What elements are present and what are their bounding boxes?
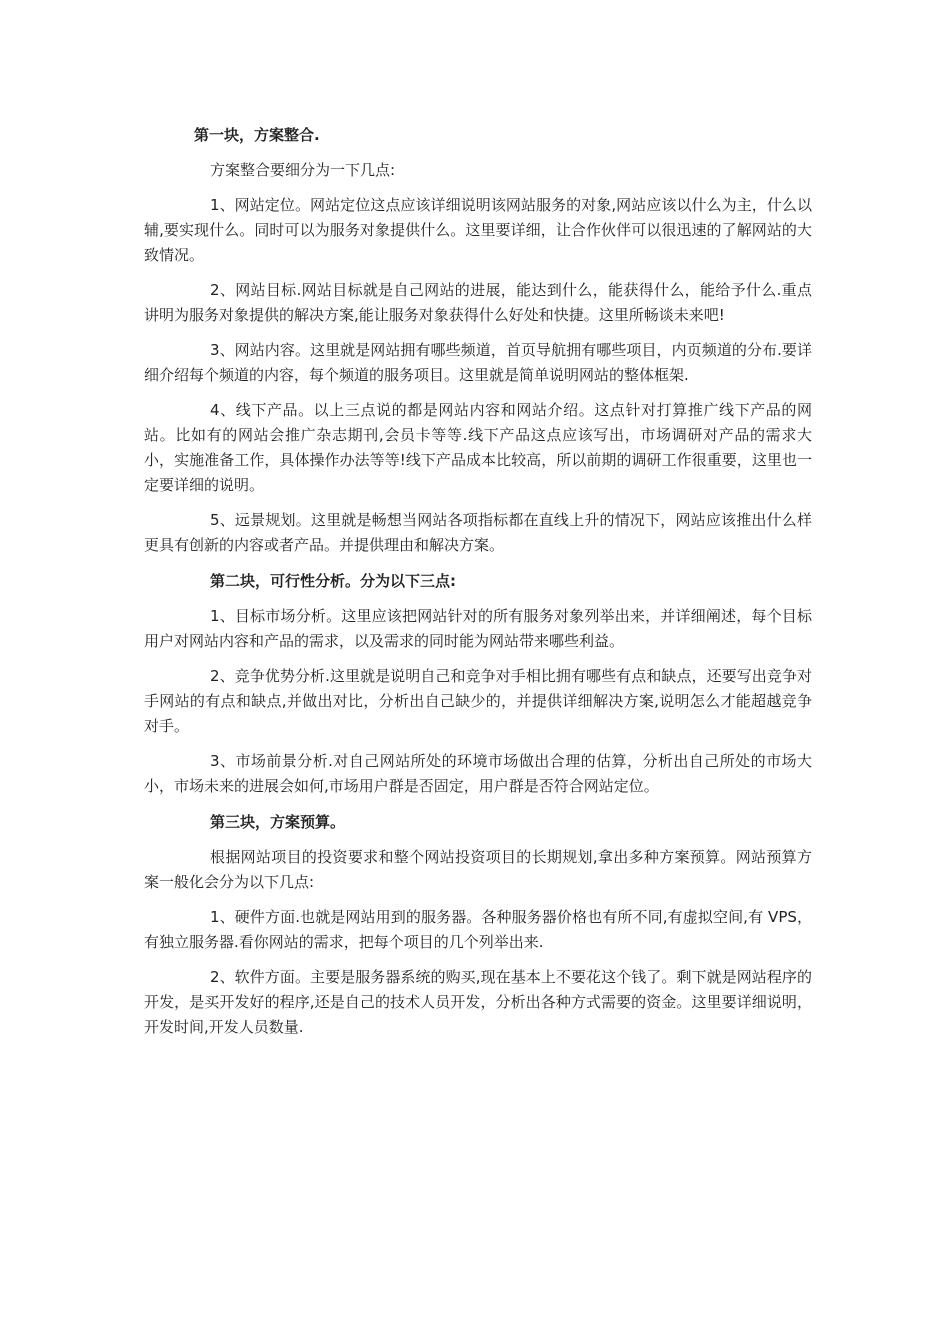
paragraph: 2、软件方面。主要是服务器系统的购买,现在基本上不要花这个钱了。剩下就是网站程序的开发，是买开发好的程序,还是自己的技术人员开发，分析出各种方式需要的资金。这里要详细说明，开发时间,开发人员数量. [144,968,812,1036]
paragraph: 1、目标市场分析。这里应该把网站针对的所有服务对象列举出来，并详细阐述，每个目标用户对网站内容和产品的需求，以及需求的同时能为网站带来哪些利益。 [144,607,812,650]
paragraph: 2、网站目标.网站目标就是自己网站的进展，能达到什么，能获得什么，能给予什么.重点讲明为服务对象提供的解决方案,能让服务对象获得什么好处和快捷。这里所畅谈未来吧! [144,281,812,324]
section-heading-3: 第三块，方案预算。 [210,813,346,831]
section-heading-1: 第一块，方案整合. [194,126,320,144]
paragraph: 1、硬件方面.也就是网站用到的服务器。各种服务器价格也有所不同,有虚拟空间,有 VPS，有独立服务器.看你网站的需求，把每个项目的几个列举出来. [144,908,812,951]
paragraph: 方案整合要细分为一下几点: [210,161,396,179]
document-page [144,122,812,1050]
paragraph: 2、竞争优势分析.这里就是说明自己和竞争对手相比拥有哪些有点和缺点，还要写出竞争对手网站的有点和缺点,并做出对比，分析出自己缺少的，并提供详细解决方案,说明怎么才能超越竞争对手。 [144,667,812,735]
section-heading-2: 第二块，可行性分析。分为以下三点: [210,572,457,590]
paragraph: 3、网站内容。这里就是网站拥有哪些频道，首页导航拥有哪些项目，内页频道的分布.要详细介绍每个频道的内容，每个频道的服务项目。这里就是简单说明网站的整体框架. [144,341,812,384]
paragraph: 5、远景规划。这里就是畅想当网站各项指标都在直线上升的情况下，网站应该推出什么样更具有创新的内容或者产品。并提供理由和解决方案。 [144,511,812,554]
paragraph: 3、市场前景分析.对自己网站所处的环境市场做出合理的估算，分析出自己所处的市场大小，市场未来的进展会如何,市场用户群是否固定，用户群是否符合网站定位。 [144,752,812,795]
paragraph: 4、线下产品。以上三点说的都是网站内容和网站介绍。这点针对打算推广线下产品的网站。比如有的网站会推广杂志期刊,会员卡等等.线下产品这点应该写出，市场调研对产品的需求大小，实施准备工作，具体操作办法等等!线下产品成本比较高，所以前期的调研工作很重要，这里也一定要详细的说明。 [144,401,812,494]
paragraph: 根据网站项目的投资要求和整个网站投资项目的长期规划,拿出多种方案预算。网站预算方案一般化会分为以下几点: [144,848,812,891]
paragraph: 1、网站定位。网站定位这点应该详细说明该网站服务的对象,网站应该以什么为主，什么以辅,要实现什么。同时可以为服务对象提供什么。这里要详细，让合作伙伴可以很迅速的了解网站的大致情况。 [144,196,812,264]
